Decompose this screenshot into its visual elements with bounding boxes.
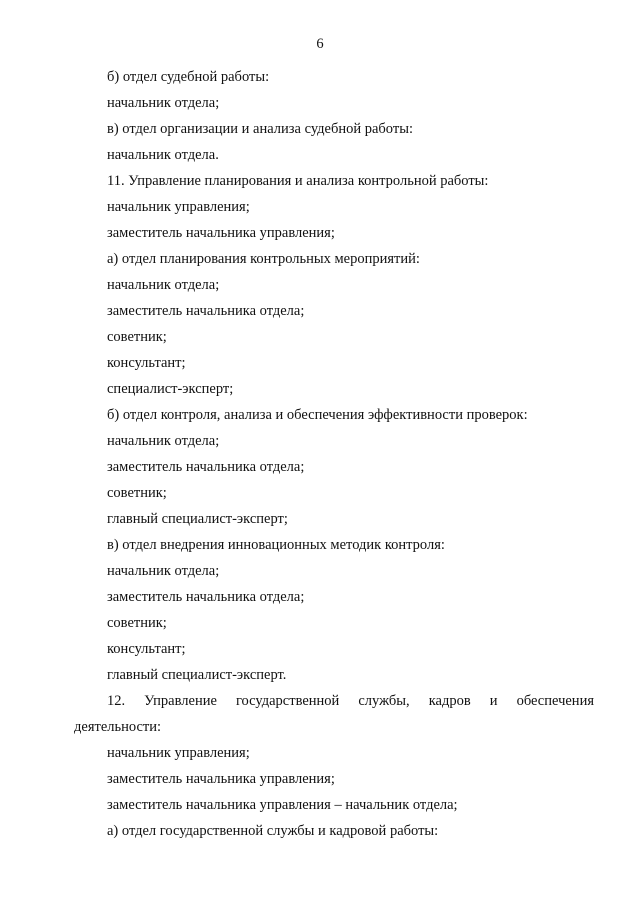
text-line: советник; <box>107 615 167 631</box>
text-line: заместитель начальника управления; <box>107 771 335 787</box>
text-line: начальник отдела; <box>107 433 220 449</box>
text-line: заместитель начальника отдела; <box>107 459 305 475</box>
text-line: в) отдел внедрения инновационных методик контроля: <box>107 537 445 553</box>
text-line: 12. Управление государственной службы, кадров и обеспечения <box>107 693 594 709</box>
text-line: б) отдел судебной работы: <box>107 69 270 85</box>
text-line: главный специалист-эксперт; <box>107 511 288 527</box>
text-line: а) отдел государственной службы и кадровой работы: <box>107 823 439 839</box>
text-line: заместитель начальника отдела; <box>107 303 305 319</box>
text-line: заместитель начальника управления; <box>107 225 335 241</box>
text-line: специалист-эксперт; <box>107 381 234 397</box>
text-line: деятельности: <box>74 719 162 735</box>
text-line: начальник отдела; <box>107 563 220 579</box>
text-line: 11. Управление планирования и анализа контрольной работы: <box>107 173 489 189</box>
text-line: советник; <box>107 329 167 345</box>
text-line: консультант; <box>107 641 186 657</box>
text-line: начальник управления; <box>107 199 250 215</box>
text-line: заместитель начальника управления – начальник отдела; <box>107 797 458 813</box>
text-line: начальник отдела; <box>107 95 220 111</box>
text-line: б) отдел контроля, анализа и обеспечения эффективности проверок: <box>107 407 528 423</box>
text-line: главный специалист-эксперт. <box>107 667 287 683</box>
page-number: 6 <box>316 36 324 52</box>
text-line: начальник управления; <box>107 745 250 761</box>
text-line: а) отдел планирования контрольных мероприятий: <box>107 251 420 267</box>
document-body <box>0 64 640 844</box>
text-line: советник; <box>107 485 167 501</box>
text-line: заместитель начальника отдела; <box>107 589 305 605</box>
text-line: начальник отдела; <box>107 277 220 293</box>
text-line: в) отдел организации и анализа судебной работы: <box>107 121 413 137</box>
text-line: начальник отдела. <box>107 147 219 163</box>
text-line: консультант; <box>107 355 186 371</box>
